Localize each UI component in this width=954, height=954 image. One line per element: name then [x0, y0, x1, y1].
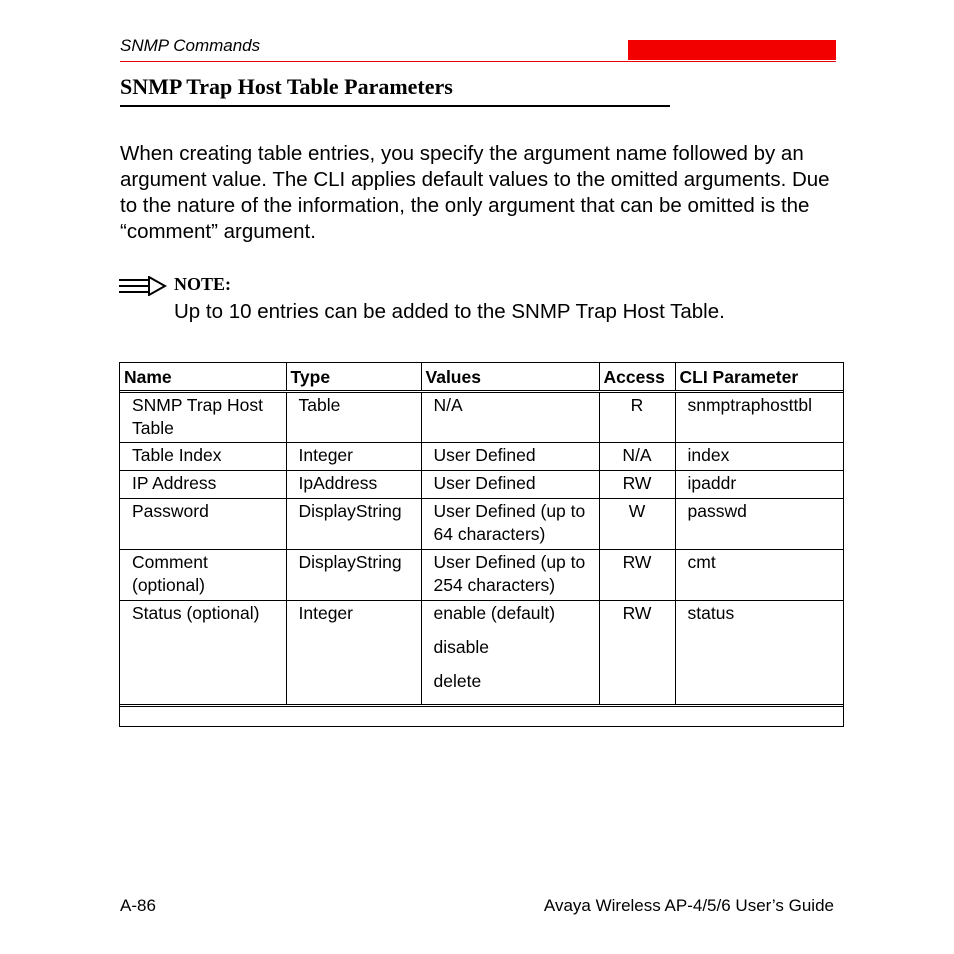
cell-values: User Defined: [421, 471, 599, 499]
note-label: NOTE:: [174, 274, 232, 294]
cell-type: Integer: [286, 443, 421, 471]
title-underline: [120, 105, 670, 107]
cell-values: User Defined (up to 64 characters): [421, 499, 599, 550]
table-row: [120, 550, 843, 601]
column-header-cli-parameter: CLI Parameter: [675, 363, 843, 392]
cell-cli-parameter: passwd: [675, 499, 843, 550]
table-row: [120, 443, 843, 471]
cell-cli-parameter: ipaddr: [675, 471, 843, 499]
cell-values: User Defined (up to 254 characters): [421, 550, 599, 601]
section-title: SNMP Trap Host Table Parameters: [120, 74, 453, 99]
cell-name: Table Index: [120, 443, 286, 471]
cell-cli-parameter: snmptraphosttbl: [675, 392, 843, 443]
cell-name: IP Address: [120, 471, 286, 499]
value-option: enable (default): [433, 603, 556, 623]
running-head: SNMP Commands: [120, 36, 261, 55]
value-option: delete: [433, 671, 482, 691]
note-text: Up to 10 entries can be added to the SNMP Trap Host Table.: [174, 300, 725, 323]
cell-type: DisplayString: [286, 550, 421, 601]
table-row: [120, 471, 843, 499]
cell-type: Integer: [286, 601, 421, 706]
cell-type: Table: [286, 392, 421, 443]
cell-cli-parameter: cmt: [675, 550, 843, 601]
header-accent-bar: [628, 40, 836, 60]
cell-name: Comment (optional): [120, 550, 286, 601]
column-header-name: Name: [124, 367, 172, 387]
cell-access: R: [599, 392, 675, 443]
table-row: [120, 392, 843, 443]
value-option: disable: [433, 637, 489, 657]
table-row: [120, 499, 843, 550]
cell-values: [421, 601, 599, 706]
cell-access: W: [599, 499, 675, 550]
cell-name: Status (optional): [120, 601, 286, 706]
guide-title: Avaya Wireless AP-4/5/6 User’s Guide: [543, 896, 834, 915]
table-row: [120, 601, 843, 706]
cell-cli-parameter: index: [675, 443, 843, 471]
column-header-type: Type: [286, 363, 421, 392]
header-rule: [120, 61, 836, 62]
cell-access: RW: [599, 550, 675, 601]
column-header-values: Values: [421, 363, 599, 392]
cell-cli-parameter: status: [675, 601, 843, 706]
cell-name: SNMP Trap Host Table: [120, 392, 286, 443]
cell-name: Password: [120, 499, 286, 550]
cell-values: User Defined: [421, 443, 599, 471]
column-header-access: Access: [599, 363, 675, 392]
page-number: A-86: [120, 896, 156, 915]
parameters-table: [119, 362, 844, 727]
cell-type: DisplayString: [286, 499, 421, 550]
cell-values: N/A: [421, 392, 599, 443]
cell-access: N/A: [599, 443, 675, 471]
cell-access: RW: [599, 471, 675, 499]
table-header-row: [120, 363, 843, 392]
intro-paragraph: When creating table entries, you specify the argument name followed by an argument value. The CLI applies default values to the omitted arguments. Due to the nature of the information, the only argument that can be omitted is the “comment” argument.: [120, 142, 830, 243]
cell-access: RW: [599, 601, 675, 706]
cell-type: IpAddress: [286, 471, 421, 499]
note-arrow-icon: [119, 276, 167, 296]
